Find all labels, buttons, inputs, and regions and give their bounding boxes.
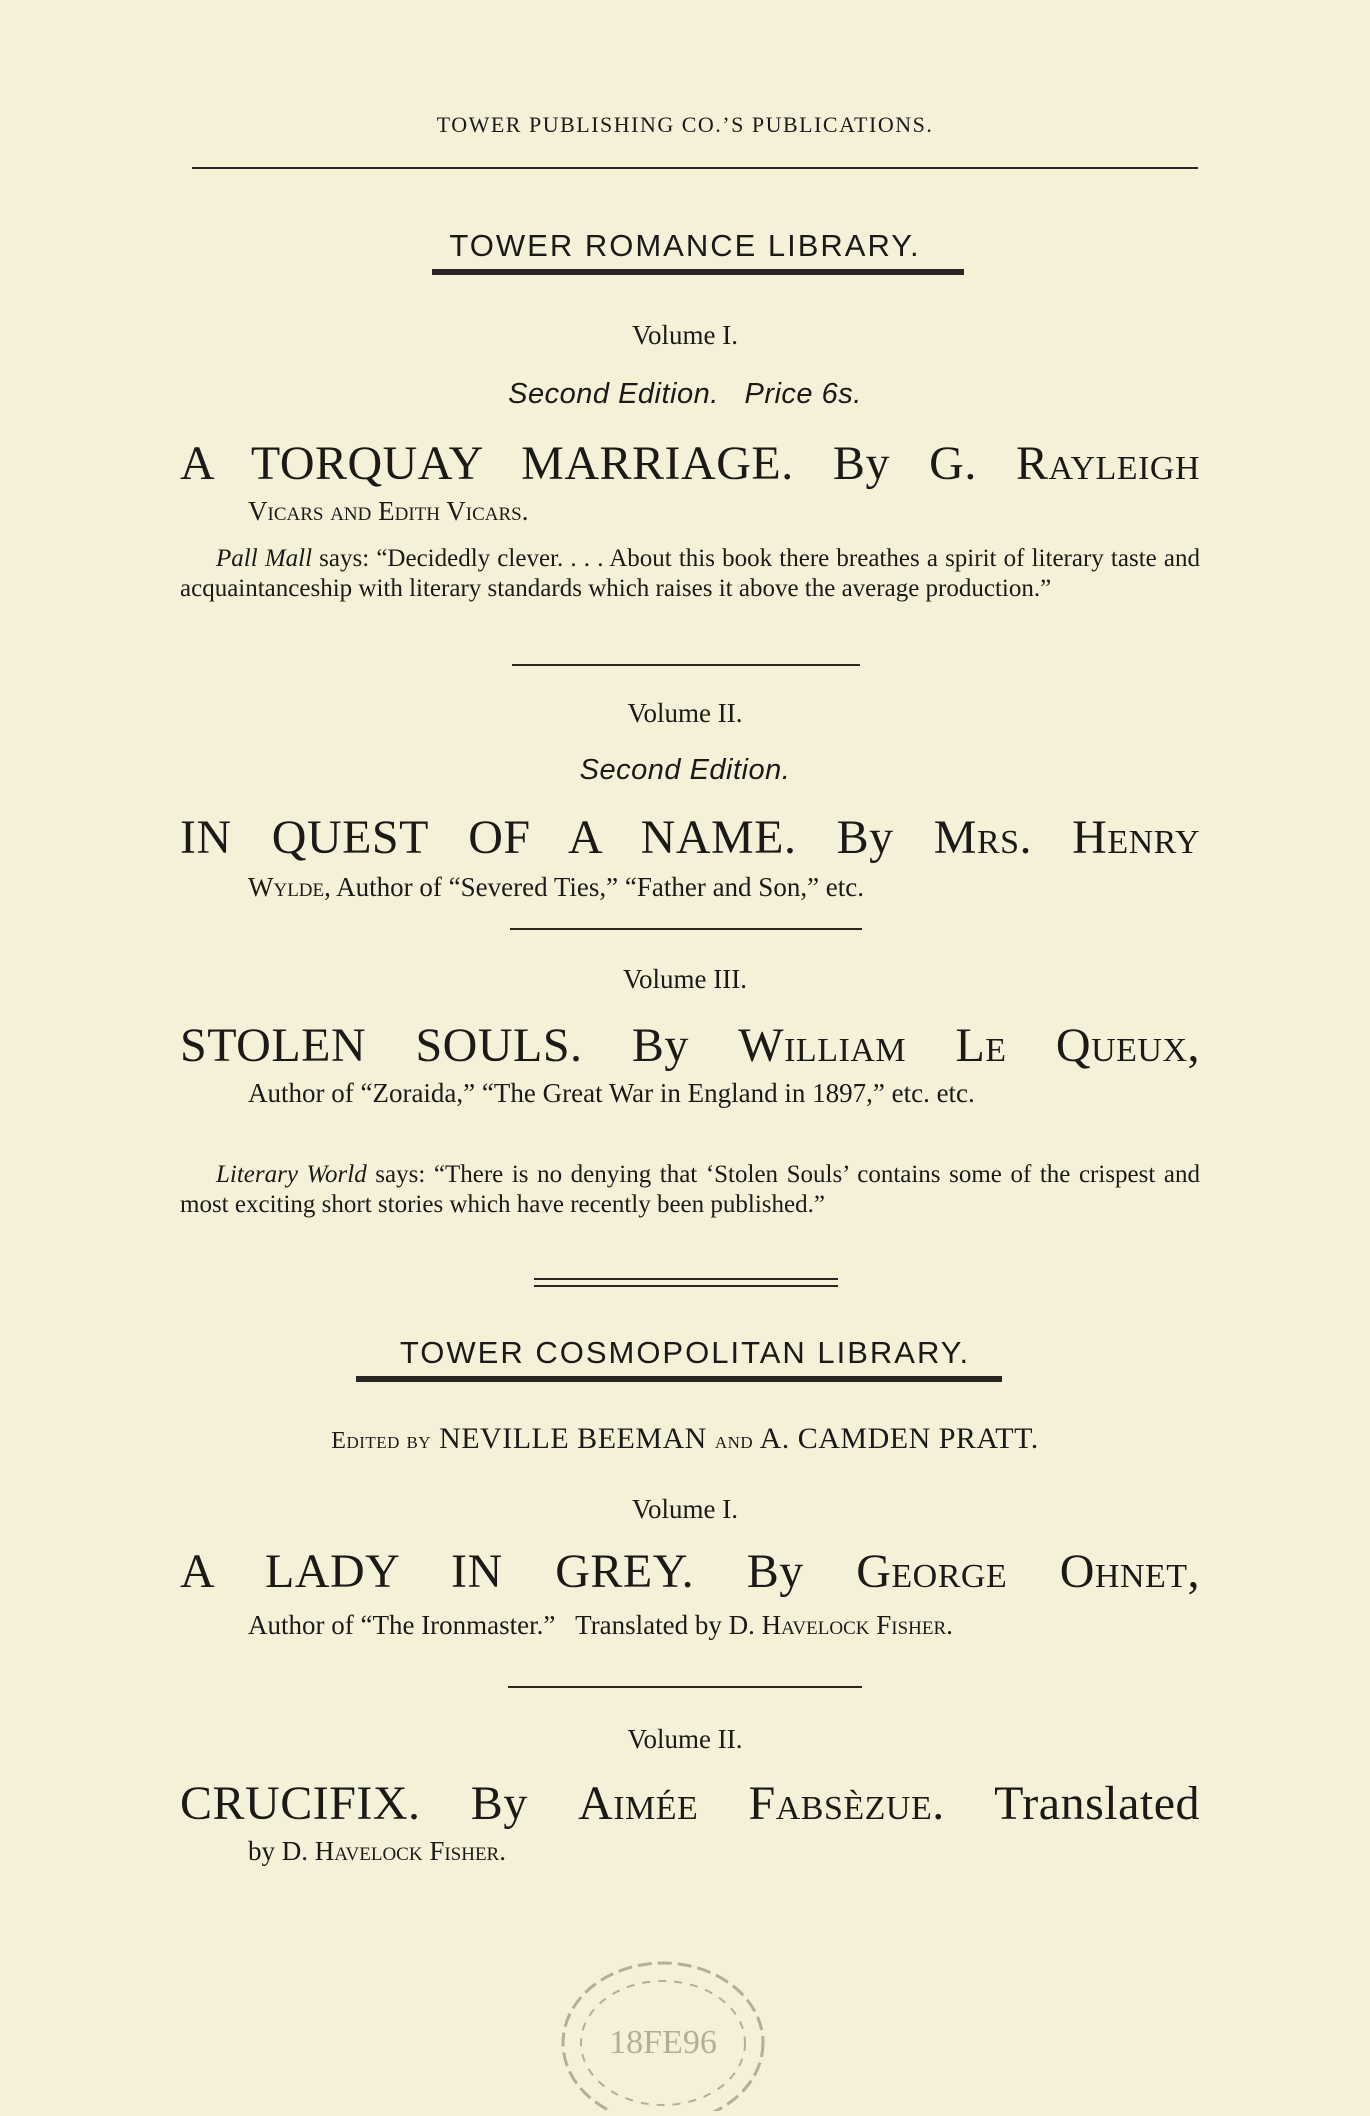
editor-name: NEVILLE BEEMAN (439, 1422, 707, 1455)
review-source: Literary World (216, 1161, 367, 1188)
translator-name: Havelock Fisher. (761, 1610, 953, 1640)
author-credits: , Author of “Severed Ties,” “Father and Son,” etc. (324, 872, 865, 902)
by-label: By (631, 1019, 689, 1072)
by-label: By (746, 1545, 804, 1598)
author-name: George Ohnet, (856, 1545, 1201, 1598)
double-divider-bottom (534, 1285, 838, 1287)
volume-label: Volume II. (627, 1724, 743, 1754)
author-name: William Le Queux, (738, 1019, 1200, 1072)
running-head: TOWER PUBLISHING CO.’S PUBLICATIONS. (436, 112, 934, 137)
library-stamp (548, 1935, 778, 2111)
book-title-line (180, 810, 1200, 866)
translation-credit: Author of “The Ironmaster.” Translated by D. (248, 1610, 762, 1640)
translation-credit: by D. (248, 1836, 315, 1866)
editors-line (0, 1422, 1370, 1456)
author-continuation (248, 1608, 1198, 1642)
book-title-line (180, 1776, 1200, 1832)
divider (508, 1686, 862, 1688)
divider (510, 928, 862, 930)
author-continuation: Author of “Zoraida,” “The Great War in England in 1897,” etc. etc. (248, 1078, 975, 1108)
book-title-line (180, 436, 1200, 492)
author-name: G. Rayleigh (929, 437, 1201, 490)
by-label: By (832, 437, 890, 490)
and-label: and (714, 1428, 754, 1454)
cosmopolitan-library-title: TOWER COSMOPOLITAN LIBRARY. (399, 1335, 971, 1370)
edition-note: Second Edition. (579, 754, 791, 786)
stamp-date: 18FE96 (609, 2024, 717, 2061)
book-title-line (180, 1018, 1200, 1074)
edition-note: Second Edition. Price 6s. (508, 378, 862, 410)
book-title: IN QUEST OF A NAME. (180, 811, 797, 864)
volume-label: Volume II. (627, 698, 743, 728)
header-rule (192, 167, 1198, 169)
divider (512, 664, 860, 666)
author-continuation (248, 1834, 1198, 1868)
volume-label: Volume I. (632, 320, 738, 350)
author-name: Aimée Fabsèzue. (578, 1777, 945, 1830)
translator-name: Havelock Fisher. (314, 1836, 506, 1866)
romance-library-title: TOWER ROMANCE LIBRARY. (449, 228, 921, 263)
book-title: CRUCIFIX. (180, 1777, 421, 1830)
author-continuation (248, 870, 1198, 904)
review-source: Pall Mall (216, 545, 313, 572)
review-text: says: “Decidedly clever. . . . About this book there breathes a spirit of literary taste and acquaintanceship with literary standards which raises it above the average production.” (180, 545, 1200, 602)
review-quote (180, 544, 1200, 604)
double-divider-top (534, 1278, 838, 1280)
translated-label: Translated (994, 1777, 1201, 1830)
cosmopolitan-title-underline (356, 1376, 1002, 1382)
book-title: A TORQUAY MARRIAGE. (180, 437, 794, 490)
romance-title-underline (432, 269, 964, 275)
by-label: By (470, 1777, 528, 1830)
edited-by-label: Edited by (331, 1428, 432, 1454)
book-title: A LADY IN GREY. (180, 1545, 695, 1598)
review-quote (180, 1160, 1200, 1220)
volume-label: Volume I. (632, 1494, 738, 1524)
author-continuation: Vicars and Edith Vicars. (248, 496, 529, 526)
volume-label: Volume III. (623, 964, 747, 994)
review-text: says: “There is no denying that ‘Stolen Souls’ contains some of the crispest and most exciting short stories which have recently been published.” (180, 1161, 1200, 1218)
stamp-seal-icon (548, 1935, 778, 2111)
editor-name: A. CAMDEN PRATT. (759, 1422, 1039, 1455)
author-name: Mrs. Henry (933, 811, 1200, 864)
book-title-line (180, 1544, 1200, 1600)
book-title: STOLEN SOULS. (180, 1019, 583, 1072)
by-label: By (836, 811, 894, 864)
author-surname: Wylde (248, 872, 325, 902)
